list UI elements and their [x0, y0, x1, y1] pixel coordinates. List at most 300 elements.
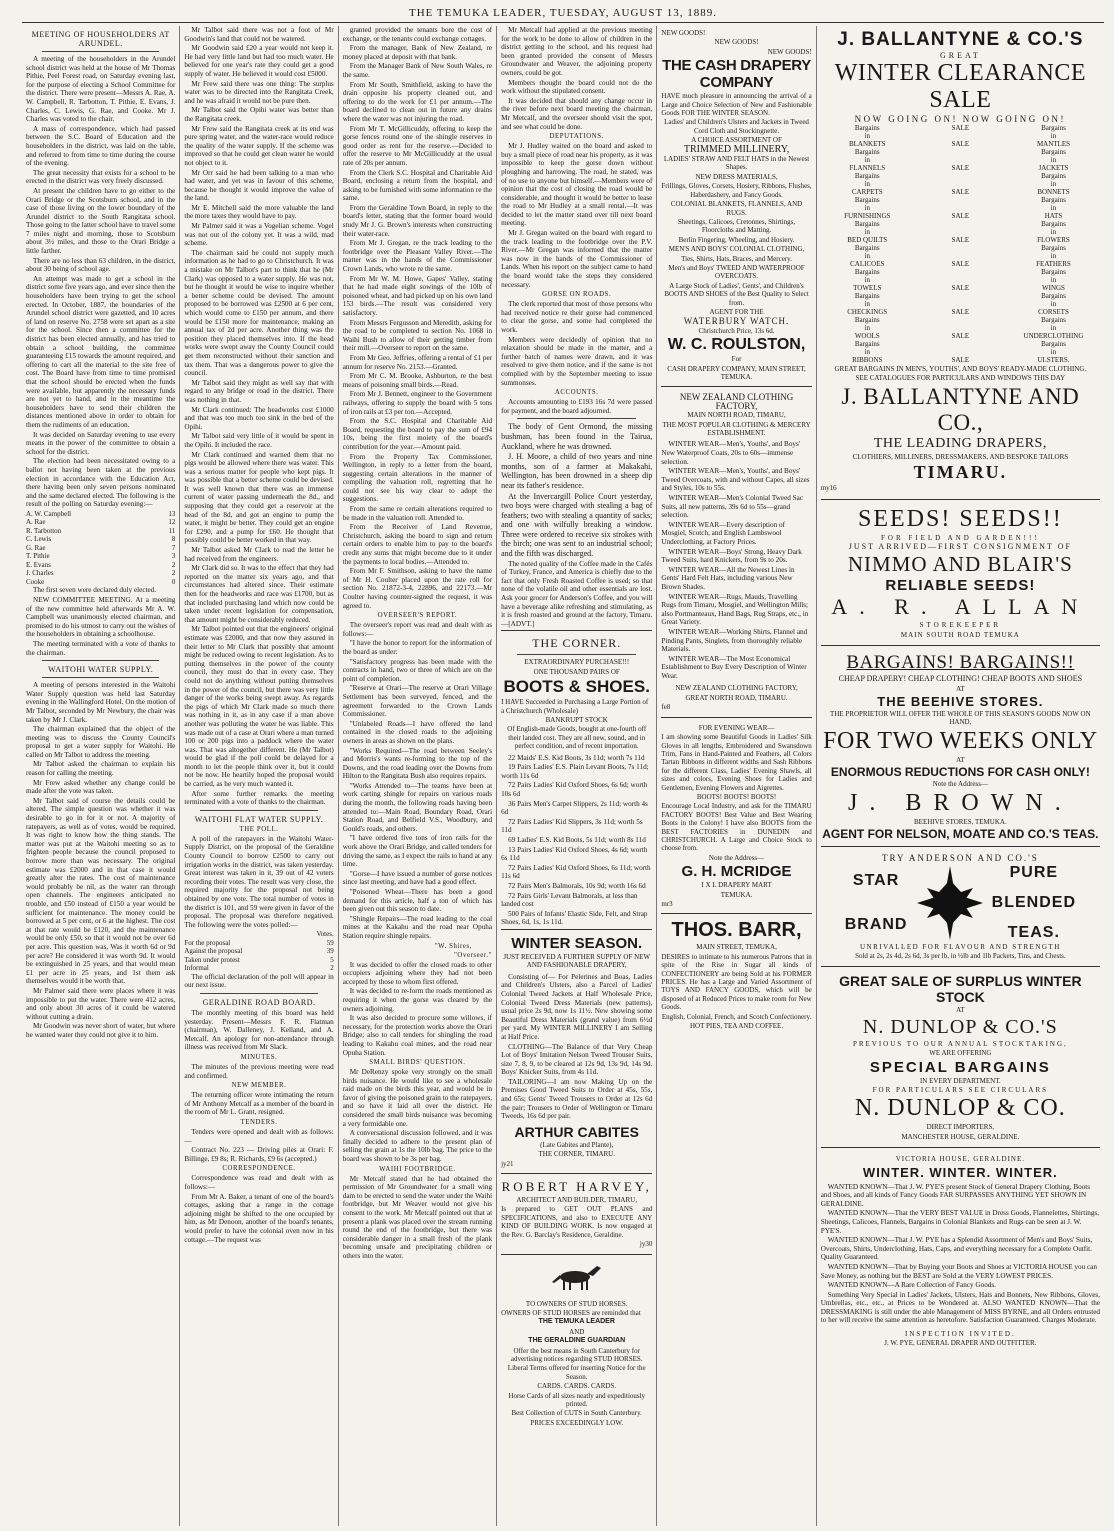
ad-code: mr3 — [661, 900, 673, 908]
list-item: 500 Pairs of Infants' Elastic Side, Felt, and Strap Shoes, 6d, 1s, 1s 11d. — [501, 909, 648, 927]
paragraph: "I have ordered five tons of iron rails for the work above the Orari Bridge, and called tenders for driving the same, as I expect the rails to hand at any time. — [342, 834, 493, 869]
paragraph: Mr Palmer said it was a Vogelian scheme. Vogel was not out of the colony yet. It was a wild, mad scheme. — [184, 222, 334, 248]
sale-item — [914, 292, 1007, 300]
tea-right — [992, 864, 1076, 942]
paragraph: Mr Talbot said there was not a foot of Mr Goodwin's land that could not be watered. — [184, 26, 334, 43]
ad-rule — [501, 929, 652, 930]
paragraph: "Works Required—The road between Seeley's and Morris's wants re-forming to the top of the Downs, and the road leading over the Downs from Hilton to the Rangitata Bush also requires repairs. — [342, 746, 493, 781]
ad-heading: J. BALLANTYNE & CO.'S — [837, 29, 1084, 50]
ad-line: LADIES' STRAW AND FELT HATS in the Newest Shapes. — [663, 155, 810, 172]
paragraph: From Mr J. Gregan, re the track leading to the footbridge over the Pleasant Valley River.—The matter was in the hands of the Commissioner Crown Lands, who wrote re the same. — [342, 239, 493, 274]
paragraph: From Mr F. Smithson, asking to have the name of Mr H. Coulter placed upon the rate roll for section No. 21872-3-4, 22896, and 22173.—Mr Coulter having counter-signed the request, it was agreed to. — [342, 567, 493, 610]
ad-line: CHEAP DRAPERY! CHEAP CLOTHING! CHEAP BOOTS AND SHOES — [838, 674, 1083, 684]
ad-heading: THE CORNER. — [532, 636, 622, 651]
column-5 — [657, 26, 816, 1526]
ad-heading: N. DUNLOP & CO. — [854, 1095, 1066, 1122]
ad-line: Men's and Boys' TWEED AND WATERPROOF OVERCOATS. — [668, 263, 805, 281]
paragraph: From Mr South, Smithfield, asking to have the drain opposite his property cleaned out, and offering to do the work for £1 per annum.—The board declined to clean out in future any drains where the water was not injuring the road. — [342, 80, 493, 123]
ad-rule — [661, 386, 811, 387]
sale-item: ULSTERS. — [1037, 356, 1070, 364]
list-item: 72 Pairs Ladies' Kid Oxford Shoes, 6s 11d; worth 11s 6d — [501, 863, 651, 881]
ad-line: UNRIVALLED FOR FLAVOUR AND STRENGTH — [859, 942, 1061, 951]
sale-item: in — [1050, 228, 1057, 236]
masthead-rule — [22, 22, 1104, 23]
paragraph: It was decided to offer the closed roads to other occupiers adjoining where they had not been accepted by those to whom first offered. — [342, 960, 493, 986]
ad-heading: THE BEEHIVE STORES. — [877, 694, 1044, 710]
sale-right-list — [1007, 124, 1100, 364]
column-3 — [339, 26, 497, 1526]
list-item: WINTER WEAR—Men's Colonial Tweed Sac Suits, all new patterns, 39s 6d to 55s—grand selection. — [661, 494, 804, 520]
separator — [42, 51, 159, 52]
beehive-advert — [821, 649, 1100, 844]
ad-line: TEMUKA. — [720, 890, 753, 899]
list-item: WINTER WEAR—Rugs, Mauds, Travelling Rugs from Timaru, Mosgiel, and Wellington Mills; also Portmanteaux, Hand Bags, Rug Straps, etc., in Great Variety. — [661, 592, 809, 627]
paragraph: NEW COMMITTEE MEETING. At a meeting of the new committee held afterwards Mr A. W. Campbell was unanimously elected chairman, and promised to do his utmost to carry out the wishes of the householders in obtaining a schoolhouse. — [26, 595, 176, 639]
sale-item: in — [1050, 180, 1057, 188]
ad-line: WE ARE OFFERING — [929, 1049, 992, 1058]
ad-heading: ROBERT HARVEY, — [501, 1179, 652, 1195]
signature-title: "Overseer." — [454, 951, 493, 959]
sale-item: in — [864, 252, 870, 260]
table-row: C. Lewis 8 — [26, 535, 176, 544]
subheading: OVERSEER'S REPORT. — [377, 612, 458, 620]
paragraph: Mr Clark continued: The headworks cost £1000 and that was too much too sink in the bed of the Opihi. — [184, 405, 334, 431]
subheading: DEPUTATIONS. — [549, 133, 604, 141]
list-item: 69 Ladies' E.S. Kid Boots, 5s 11d; worth 8s 11d — [508, 836, 646, 844]
ad-line: VICTORIA HOUSE, GERALDINE. — [895, 1155, 1026, 1164]
paragraph: Mr J. Gregan waited on the board with regard to the track leading to the footbridge over the P.V. River.—Mr Gregan was informed that the matter was now in the hands of the Commissioner of Lands. When his report on the subject came to hand the board would take the steps they considered necessary. — [501, 229, 653, 289]
ad-line: FOR PARTICULARS SEE CIRCULARS — [872, 1085, 1049, 1094]
ad-heading: NEW ZEALAND CLOTHING FACTORY, — [679, 392, 794, 411]
sale-item: Bargains — [854, 268, 880, 276]
paragraph: Members were decidedly of opinion that no relaxation should be made in the matter, and a further batch of names were drawn, and it was resolved to give them notice, and if the same is not complied with by the September meeting to issue summonses. — [501, 335, 653, 387]
paragraph: "I have the honor to report for the information of the board as under: — [342, 639, 493, 656]
sale-item: in — [864, 300, 870, 308]
sale-item: in — [864, 156, 870, 164]
ad-line: CASH DRAPERY COMPANY, MAIN STREET, TEMUKA. — [667, 364, 806, 381]
ad-line: CARDS. CARDS. CARDS. — [537, 1382, 617, 1391]
paragraph: Mr Talbot said the Opihi water was better than the Rangitata creek. — [184, 106, 334, 123]
ad-line: GREAT BARGAINS IN MEN'S, YOUTHS', AND BOYS' READY-MADE CLOTHING. — [834, 365, 1087, 373]
sale-mid-list — [914, 124, 1007, 364]
sale-item: Bargains — [1041, 196, 1066, 204]
votes-table — [184, 930, 333, 973]
ad-heading: N. DUNLOP & CO.'S — [862, 1015, 1058, 1038]
ad-line: EXTRAORDINARY PURCHASE!!! — [524, 658, 630, 667]
sale-item: Bargains — [1041, 148, 1066, 156]
column-2 — [180, 26, 338, 1526]
paragraph: "Works Attended to—The teams have been at work carting shingle for repairs on various roads during the month, the following roads having been attended to:—Main Road, Boundary Road, Orari Station Road, and Belfield V.S., Woodbury, and Gould's roads, and others. — [342, 781, 493, 833]
paragraph: Mr Metcalf stated that he had obtained the permission of Mr Groundwater for a small wing dam to be erected to send the water under the Waihi footbridge, but Mr Weaver would not give his consent to the work. Mr Metcalf pointed out that at present a plank was placed over the stream running round the end of the footbridge, but there was considerable danger in a small fresh of the plank becoming unsafe and precipitating children or others into the water. — [342, 1174, 493, 1260]
paragraph: The body of Gent Ormond, the missing bushman, has been found in the Tairua, Auckland, where he was drowned. — [501, 422, 653, 451]
nz-clothing-advert — [661, 390, 811, 440]
ad-rule — [501, 1173, 652, 1174]
ad-line: MAIN NORTH ROAD, TIMARU, — [687, 411, 786, 420]
ad-heading: WINTER CLEARANCE SALE — [834, 60, 1087, 113]
dunlop-advert — [821, 970, 1100, 1145]
ad-heading: W. C. ROULSTON, — [667, 336, 806, 354]
ad-line: Is prepared to GET OUT PLANS and SPECIFICATIONS, and also to EXECUTE ANY KIND OF BUILDING WORK. Is now engaged at the Rev. G. Barclay's Residence, Geraldine. — [501, 1205, 653, 1239]
sale-item: Bargains — [1041, 268, 1066, 276]
sale-item: Bargains — [854, 124, 880, 132]
tea-left — [845, 872, 908, 934]
ad-line: PRICES EXCEEDINGLY LOW. — [530, 1418, 624, 1427]
column-4 — [497, 26, 657, 1526]
paragraph: The official declaration of the poll will appear in our next issue. — [184, 972, 334, 990]
paragraph: Mr Talbot pointed out that the engineers' original estimate was £2000, and that now they assured in their letter to Mr Clark that possibly that amount might be reduced owing to recent legislation. As to putting themselves in the power of the county council, they must do that in every case. They could not do anything without putting themselves in the power of the council, but there was very little danger of the works being swept away. As regards the pigs of which Mr Clark made so much there was nothing in it, as in any case if a man above another was polluting the water he was liable. This was made out of a case at Orari where a man turned 100 or 200 pigs into a paddock where the water was. That was altogether different. He (Mr Talbot) would be glad if the poll could be delayed for a month to let the people think over it, but it could not be now. He heartily hoped the proposal would be carried, as he very much wanted it. — [184, 625, 334, 789]
paragraph: From the Receiver of Land Revenue, Christchurch, asking the board to sign and return certain orders to enable him to pay to the board's credit any sums that might become due to it under the payments to local bodies.—Attended to. — [342, 523, 493, 566]
sale-item — [914, 252, 1007, 260]
ad-heading: TO OWNERS OF STUD HORSES. — [525, 1299, 628, 1308]
sale-item: Bargains — [1041, 340, 1066, 348]
ballantyne-advert — [821, 26, 1100, 497]
sale-item: in — [864, 276, 870, 284]
list-item: WINTER WEAR—Men's, Youths', and Boys' Tweed Overcoats, with and without Capes, all sizes and Styles, 10s to 55s. — [661, 467, 810, 493]
sale-item: in — [864, 132, 870, 140]
separator — [42, 660, 159, 661]
cabites-advert — [501, 1122, 652, 1171]
sale-item: CARPETS — [851, 188, 883, 196]
table-row: E. Evans 2 — [26, 560, 176, 569]
paragraph: It was decided on Saturday evening to use every means in the power of the committee to obtain a school for the district. — [26, 430, 176, 456]
sale-item: RIBBONS — [852, 356, 883, 364]
ad-line: AT — [956, 1006, 965, 1015]
sale-item: CORSETS — [1038, 308, 1069, 316]
paragraph: From the same re certain alterations required to be made in the valuation roll. Attended to. — [342, 505, 493, 522]
sale-item: CALICOES — [850, 260, 885, 268]
ad-line: Christchurch Price, 13s 6d. — [698, 326, 775, 335]
paragraph: "Gorse—I have issued a number of gorse notices since last meeting, and have had a good effect. — [342, 869, 493, 887]
ad-line: TIMARU. — [913, 462, 1008, 483]
table-row: A. Rae 12 — [26, 518, 176, 527]
wanted-list — [821, 1183, 1100, 1290]
list-item: 19 Pairs Ladies' E.S. Plain Levant Boots, 7s 11d; worth 11s 6d — [501, 763, 649, 780]
table-row: T. Pithie 3 — [26, 552, 176, 561]
sale-item: CHECKINGS — [847, 308, 888, 316]
paragraph: Mr Goodwin said £20 a year would not keep it. He had very little land but had too much water. He believed for one year's rate they could get a good supply of water. He believed it would cost £5000. — [184, 44, 334, 78]
nz-clothing-signature — [661, 681, 811, 714]
paragraph: The minutes of the previous meeting were read and confirmed. — [184, 1063, 334, 1080]
pye-advert — [821, 1151, 1100, 1182]
ad-line: Offer the best means in South Canterbury for advertising notices regarding STUD HORSES. — [510, 1346, 643, 1363]
paragraph: Mr Frew asked whether any change could be made after the vote was taken. — [26, 778, 176, 796]
ad-heading: ARTHUR CABITES — [514, 1123, 639, 1140]
ad-line: Liberal Terms offered for inserting Notice for the Season. — [507, 1364, 646, 1381]
sale-item: WOOLS — [854, 332, 880, 340]
columns — [22, 26, 1104, 1526]
ad-line: Berlin Fingering, Wheeling, and Hosiery. — [678, 235, 795, 244]
paragraph: Mr Metcalf had applied at the previous meeting for the work to be done to allow of children in the district getting to the school, and his request had been granted provided the consent of Messrs Groundwater and Weaver, the adjoining property owners, could be got. — [501, 26, 653, 77]
ad-heading: NIMMO AND BLAIR'S — [847, 552, 1073, 577]
ad-line: OWNERS OF STUD HORSES are reminded that — [501, 1308, 641, 1317]
list-item: WINTER WEAR—Men's, Youths', and Boys' New Waterproof Coats, 20s to 60s—immense selection. — [661, 440, 801, 466]
ad-rule — [821, 1147, 1100, 1148]
sale-item: JACKETS — [1038, 164, 1069, 172]
ad-rule — [661, 717, 811, 718]
sale-item: in — [1050, 204, 1057, 212]
ad-line: For — [731, 355, 742, 364]
paragraph: From the Clerk S.C. Hospital and Charitable Aid Board, enclosing a return from the hospital, and asking to be furnished with some information re the same. — [342, 168, 493, 203]
ad-heading: BOOTS! BOOTS! BOOTS! — [696, 792, 777, 801]
table-row: Cooke 0 — [26, 577, 176, 586]
sale-item: SALE — [951, 332, 970, 340]
sale-item: SALE — [951, 308, 970, 316]
list-item: WANTED KNOWN—That J. W. PYE'S present Stock of General Drapery Clothing, Boots and Shoes, and all kinds of Fancy Goods FAR SURPASSES ANYTHING YET SHOWN IN GERALDINE. — [820, 1182, 1091, 1208]
table-row: R. Tarbotton 11 — [26, 526, 176, 535]
sale-item: in — [864, 204, 870, 212]
paragraph: The clerk reported that most of those persons who had received notice re their gorse had commenced to clear the gorse, and some had completed the work. — [501, 300, 653, 334]
ad-line: THE PROPRIETOR WILL OFFER THE WHOLE OF THIS SEASON'S GOODS NOW ON HAND, — [830, 710, 1091, 727]
paragraph: From Mr A. Baker, a tenant of one of the board's cottages, asking that a range in the cottage adjoining might be shifted to the one occupied by him, as Mr Denoon, another of the board's tenants, would prefer to have the colonial oven now in his cottage.—The request was — [184, 1192, 334, 1244]
paragraph: "Satisfactory progress has been made with the contracts in hand, two or three of which are on the point of completion. — [342, 657, 493, 683]
table-row: For the proposal 59 — [184, 938, 334, 947]
paragraph: There are no less than 63 children, in the district, about 30 being of school age. — [26, 256, 176, 274]
sale-item: WINGS — [1042, 284, 1065, 292]
ad-line: Encourage Local Industry, and ask for the TIMARU FACTORY BOOTS! Best Value and Best Wearing Boots in the Colony! I have also BOOTS from the BEST FACTORIES in DUNEDIN and CHRISTCHURCH. A Large and Choice Stock to choose from. — [661, 802, 812, 853]
ad-line: I am showing some Beautiful Goods in Ladies' Silk Gloves in all lengths, Embroidered and Swansdown Trim, Fans in Hand-Painted and Feathers, all Colors Tartan Ribbons in different widths and Sash Ribbons for the different Class, Ladies' Evening Shawls, all sizes and colors, Evening Shoes for Ladies and Gentlemen, Evening Flowers and Aigrettes. — [661, 733, 812, 792]
list-item: 72 Pairs Men's Balmorals, 10s 9d; worth 16s 6d — [508, 881, 646, 890]
ad-rule — [821, 846, 1100, 847]
sale-item: Bargains — [854, 244, 880, 252]
paragraph: At the Invercargill Police Court yesterday, two boys were charged with stealing a bag of feathers; two with stealing a quantity of sacks; and one with wilfully breaking a window. Three were ordered to receive six strokes with the birch; one was sent to an industrial school; and the fifth was discharged. — [501, 491, 653, 559]
ad-rule — [821, 966, 1100, 967]
cash-drapery-advert — [661, 26, 811, 384]
paragraph: From Mr T. McGillicuddy, offering to keep the gorse fences round one of the shingle reserves in good order as rent for the reserve.—Decided to offer the reserve to Mr McGillicuddy at the usual rate of 20s per annum. — [342, 124, 493, 167]
ad-line: AND — [569, 1327, 585, 1336]
sale-item: Bargains — [854, 196, 880, 204]
sale-item: in — [1050, 156, 1057, 164]
paragraph: Mr Palmer said there were places where it was impossible to put the water. There were 412 acres, and only about 30 acres of it could be watered without cutting a drain. — [26, 986, 176, 1021]
paragraph: A conversational discussion followed, and it was finally decided to adhere to the present plan of selling the grain at 1s the 10lb bag. The price to the board was shown to be 3s per bag. — [342, 1129, 493, 1164]
paragraph: Mr Talbot said they might as well say that with regard to any bridge or road in the district. There was nothing in that. — [184, 378, 334, 404]
paragraph: After some further remarks the meeting terminated with a vote of thanks to the chairman. — [184, 789, 334, 807]
ad-line: J. W. PYE, GENERAL DRAPER AND OUTFITTER. — [884, 1339, 1037, 1348]
ad-line: A CHOICE ASSORTMENT OF — [691, 136, 782, 145]
sale-item: Bargains — [854, 220, 880, 228]
list-item: 72 Pairs Ladies' Kid Slippers, 3s 11d; worth 5s 11d — [501, 817, 643, 835]
ad-rule — [501, 1254, 652, 1255]
sale-item: FURNISHINGS — [844, 212, 891, 220]
ad-heading: A. R. ALLAN — [831, 594, 1090, 620]
tea-word: BRAND — [844, 915, 908, 933]
sale-item: Bargains — [854, 340, 880, 348]
ad-line: TRIMMED MILLINERY, — [683, 143, 790, 155]
ad-line: THE CORNER, TIMARU. — [538, 1150, 615, 1159]
article-heading: MEETING OF HOUSEHOLDERS AT ARUNDEL. — [31, 30, 170, 48]
ad-line: INSPECTION INVITED. — [905, 1330, 1016, 1339]
tea-row — [821, 864, 1100, 942]
paragraph: "Shingle Repairs—The road leading to the coal mines at the Kakahu and the road near Opuha Station require shingle repairs. — [342, 914, 493, 940]
list-item: WINTER WEAR—Boys' Strong, Heavy Dark Tweed Suits, hard Knickers, from 9s to 20s. — [661, 547, 802, 565]
paragraph: From the S.C. Hospital and Charitable Aid Board, requesting the board to pay the sum of £94 10s, being the first moiety of the board's contribution for the year.—Amount paid. — [342, 417, 493, 451]
paragraph: Mr Clark did so. It was to the effect that they had reported on the matter six years ago, and that circumstances had altered since. Their estimate then for the headworks and race was £1700, but as that included purchasing land which now could be taken under recent legislation for compensation, that amount might be considerably reduced. — [184, 564, 334, 624]
ad-line: STOREKEEPER — [919, 621, 1002, 630]
ad-heading: WINTER SEASON. — [511, 934, 643, 952]
ad-line: MANCHESTER HOUSE, GERALDINE. — [901, 1132, 1020, 1141]
paragraph: Mr Frew said the Rangitata creek at its end was pure spring water, and the water-race would reduce the quality of the water supply. If the scheme was improved so that he could get clean water he would not object to it. — [184, 124, 334, 167]
paragraph: "Poisoned Wheat—There has been a good demand for this article, half a ton of which has been given out this season to date. — [342, 888, 493, 914]
list-item: 22 Maids' E.S. Kid Boots, 3s 11d; worth 7s 11d — [508, 753, 645, 762]
paragraph: Mr Talbot said very little of it would be spent in the Opihi. It included the race. — [184, 432, 334, 449]
stud-horses-advert — [501, 1258, 652, 1431]
sale-item — [914, 132, 1007, 140]
paragraph: The first seven were declared duly elected. — [33, 586, 157, 595]
ad-line: NOW GOING ON! NOW GOING ON! — [854, 114, 1067, 124]
paragraph: Mr Talbot asked the chairman to explain his reason for calling the meeting. — [26, 760, 176, 778]
ad-line: SEE CATALOGUES FOR PARTICULARS AND WINDOWS THIS DAY — [855, 374, 1066, 383]
ad-line: HOT PIES, TEA AND COFFEE. — [689, 1022, 784, 1031]
list-item: WINTER WEAR—Every description of Mosgiel, Scotch, and English Lambswool Underclothing, at Factory Prices. — [661, 520, 786, 546]
separator — [200, 810, 317, 811]
sale-item: Bargains — [1041, 124, 1066, 132]
tea-word: TEAS. — [1007, 923, 1060, 941]
paragraph: A meeting of the householders in the Arundel school district was held at the house of Mr Thomas Pithie, Peel Forest road, on Saturday evening last, for the purpose of electing a School Committee for the district. There were present—Messrs A. Rae, A. W. Campbell, R. Tarbotton, T. Pithie, E. Evans, J. Charles, C. Lewis, G. Rae, and Cooke. Mr J. Charles was voted to the chair. — [26, 55, 176, 124]
paragraph: The chairman explained that the object of the meeting was to discuss the County Council's proposal to get a water supply for Waitohi. He called on Mr Talbot to address the meeting. — [26, 725, 176, 759]
sale-item: SALE — [951, 236, 970, 244]
paragraph: It was also decided to procure some willows, if necessary, for the protection works above the Orari Bridge; also to call tenders for shingling the road leading to Kakahu coal mines, and the road near Opuha Station. — [342, 1014, 493, 1057]
list-item: WANTED KNOWN—That by Buying your Boots and Shoes at VICTORIA HOUSE you can Save Money, as nothing but the BEST are Sold at the VERY LOWEST PRICES. — [820, 1262, 1097, 1280]
paragraph: The overseer's report was read and dealt with as follows:— — [342, 621, 493, 638]
ad-heading: GREAT SALE OF SURPLUS WINTER STOCK — [839, 973, 1082, 1006]
paragraph: Consisting of— For Pelerines and Boas, Ladies and Children's Ulsters, also a Parcel of Ladies' Colonial Tweed Jackets at Half Wholesale Price, Colonial Tweed Dress Materials (new patterns), usual price 2s 9d, now 1s 11½. New showing some Beautiful Dress Materials (grand value) from 6½d per yard. My WINTER MILLINERY I am Selling at Half Price. — [501, 972, 653, 1041]
ad-heading: AGENT FOR NELSON, MOATE AND CO.'S TEAS. — [822, 827, 1099, 842]
sale-item: in — [1050, 252, 1057, 260]
sale-item: in — [864, 180, 870, 188]
sale-item: BED QUILTS — [847, 236, 888, 244]
signature: "W. Shires, — [434, 942, 473, 950]
ad-code: fe8 — [661, 703, 671, 712]
table-row: G. Rae 7 — [26, 543, 176, 552]
paragraph: The returning officer wrote intimating the return of Mr Anthony Metcalf as a member of the board in the room of Mr L. Grant, resigned. — [184, 1091, 334, 1117]
sale-item — [914, 180, 1007, 188]
sale-item — [914, 228, 1007, 236]
ad-line: HAVE much pleasure in announcing the arrival of a Large and Choice Selection of New and Fashionable Goods FOR THE WINTER SEASON. — [661, 92, 812, 118]
ad-line: Note the Address— — [708, 853, 765, 862]
paragraph: "Unlabeled Roads—I have offered the land contained in the closed roads to the adjoining owners in areas as shown on the plans. — [342, 719, 493, 745]
ad-heading: THE CASH DRAPERY COMPANY — [662, 57, 811, 92]
sale-item — [914, 300, 1007, 308]
ad-code: jy21 — [501, 1159, 514, 1168]
sale-item: Bargains — [854, 316, 880, 324]
sale-item — [914, 156, 1007, 164]
sale-item: in — [1050, 300, 1057, 308]
ad-heading: SPECIAL BARGAINS — [869, 1058, 1051, 1076]
ad-line: ONE THOUSAND PAIRS OF — [533, 667, 620, 676]
ad-heading: J. BROWN. — [848, 789, 1073, 816]
ad-line: Sold at 2s, 2s 4d, 2s 6d, 3s per lb, in ½lb and 1lb Packets, Tins, and Chests. — [855, 951, 1066, 960]
ad-line: FOR FIELD AND GARDEN!!! — [881, 533, 1040, 542]
sale-item: SALE — [951, 356, 970, 364]
subheading: CORRESPONDENCE. — [222, 1165, 296, 1173]
sale-item: MANTLES — [1036, 140, 1070, 148]
ad-heading: THOS. BARR, — [671, 919, 802, 942]
table-row: Taken under protest 5 — [184, 955, 334, 964]
paragraph: The great necessity that exists for a school to be erected in the district was very freely discussed. — [26, 168, 176, 186]
ad-line: CLOTHIERS, MILLINERS, DRESSMAKERS, AND BESPOKE TAILORS — [852, 452, 1069, 461]
ad-heading: RELIABLE SEEDS! — [885, 577, 1036, 595]
table-row: A. W. Campbell 13 — [26, 509, 176, 518]
ad-line: AT — [956, 755, 965, 764]
sale-item: FLANNELS — [849, 164, 886, 172]
ad-line: NEW GOODS! — [661, 29, 706, 37]
sale-item: FLOWERS — [1037, 236, 1070, 244]
ad-line: THE LEADING DRAPERS, — [873, 435, 1047, 451]
list-item: 72 Pairs Girls' Levant Balmorals, at less than landed cost — [501, 891, 638, 909]
sale-item — [914, 244, 1007, 252]
ad-line: MAIN STREET, TEMUKA, — [696, 943, 777, 952]
ad-line: I HAVE Succeeded in Purchasing a Large Portion of a Christchurch (Wholesale) — [501, 698, 649, 715]
list-item: WANTED KNOWN—A Rare Collection of Fancy Goods. — [827, 1281, 996, 1290]
ad-heading: BOOTS & SHOES. — [503, 677, 650, 697]
paragraph: granted provided the tenants bore the cost of exchange, or the tenants could exchange cottages. — [342, 26, 493, 43]
ad-heading: J. BALLANTYNE AND CO., — [841, 383, 1080, 435]
sale-item — [914, 148, 1007, 156]
list-item: WINTER WEAR—The Most Economical Establishment to Buy Every Description of Winter Wear. — [661, 654, 807, 680]
paragraph: CLOTHING—The Balance of that Very Cheap Lot of Boys' Imitation Nelson Tweed Trouser Suits, size 7, 8, 9, to be cleared at 12s 9d, 13s 9d, 14s 9d. Boys' Knicker Suits, from 4s 11d. — [501, 1042, 653, 1077]
paragraph: Members thought the board could not do the work without the stipulated consent. — [501, 78, 653, 96]
paragraph: From Messrs Fergusson and Meredith, asking for the road to be completed to section No. 1068 in Waihi Bush to allow of their getting timber from their mill.—Overseer to report on the same. — [342, 318, 493, 353]
winter-season-advert — [501, 933, 652, 973]
ad-line: Ties, Shirts, Hats, Braces, and Mercery. — [681, 254, 792, 263]
sale-left-list — [821, 124, 914, 364]
sale-item: SALE — [951, 188, 970, 196]
paragraph: A poll of the ratepayers in the Waitohi Water-Supply District, on the proposal of the Geraldine County Council to borrow £2500 to carry out irrigation works in the district, was taken yesterday. Great interest was taken in it, 39 out of 42 voters recording their votes. The result was very close, the required majority for the proposal not being obtained by one vote. The total number of votes in the district is 101, and 59 were given in favor of the proposal. The proposal was therefore negatived. The following were the votes polled:— — [184, 834, 334, 929]
paragraph: The noted quality of the Coffee made in the Cafés of Turkey, France, and America is chiefly due to the fact that only Fresh Roasted Coffee is used; so that none of the volatile oil and other essentials are lost. Ask your grocer for Anderson's Coffee, and you will have a beverage alike refreshing and stimulating, as it is fresh roasted and ground at the factory, Timaru.—[ADVT.] — [501, 559, 653, 628]
article-heading: GERALDINE ROAD BOARD. — [202, 998, 316, 1008]
anderson-tea-advert — [821, 850, 1100, 964]
ad-line: Frillings, Gloves, Corsets, Hosiery, Ribbons, Flushes, Haberdashery, and Fancy Goods. — [661, 182, 812, 199]
sale-item — [914, 268, 1007, 276]
sale-item: SALE — [951, 212, 970, 220]
paragraph: The monthly meeting of this board was held yesterday. Present—Messrs F. R. Flatman (chairman), W. Dalleney, J. Kelland, and A. Metcalf. An apology for non-attendance through illness was received from Mr Slack. — [184, 1009, 334, 1052]
sale-item: in — [1050, 132, 1057, 140]
paragraph: At present the children have to go either to the Orari Bridge or the Scotsburn school, and in the case of those living on the lower boundary of the Arundel district to the South Rangitata school. Those going to the latter school have to travel some 7 miles night and morning, those to Scotsburn about 3½ miles, and those to the Orari Bridge a little farther. — [26, 186, 176, 256]
ad-line: English, Colonial, French, and Scotch Confectionery. — [661, 1012, 812, 1021]
masthead: THE TEMUKA LEADER, TUESDAY, AUGUST 13, 1889. — [408, 7, 718, 19]
subheading: GORSE ON ROADS. — [542, 291, 612, 299]
ad-heading: G. H. MCRIDGE — [681, 863, 792, 881]
paragraph: TAILORING—I am now Making Up on the Premises Good Tweed Suits to Order at 45s, 55s, and 65s; Gents' Tweed Trousers to Order at 12s 6d the pair; Trousers to Order of Wellington or Timaru Tweeds, 16s 6d per pair. — [501, 1077, 653, 1121]
ad-rule — [661, 913, 811, 914]
ad-code: my16 — [820, 484, 837, 493]
list-item: WANTED KNOWN—That the VERY BEST VALUE in Dress Goods, Flannelettes, Shirtings, Sheetings, Calicoes, Flannels, Bargains in Colonial Blankets and Rugs can be seen at J. W. PYE'S. — [820, 1209, 1100, 1235]
sale-item: in — [1050, 324, 1057, 332]
ad-line: GREAT NORTH ROAD, TIMARU. — [685, 693, 788, 702]
list-item: WANTED KNOWN—That J. W. PYE has a Splendid Assortment of Men's and Boys' Suits, Overcoats, Shirts, Underclothing, Hats, Caps, and everything necessary for a Complete Outfit. Quality Guaranteed. — [820, 1236, 1093, 1262]
paragraph: The meeting terminated with a vote of thanks to the chairman. — [26, 639, 176, 657]
sale-item — [914, 196, 1007, 204]
paragraph: From Mr W. M. Howe, Gapes' Valley, stating that he had made eight sowings of the 10lb of poisoned wheat, and had picked up on his own land 153 birds.—The result was considered very satisfactory. — [342, 274, 493, 317]
ad-line: JUST ARRIVED—FIRST CONSIGNMENT OF — [848, 542, 1072, 552]
ad-line: A Large Stock of Ladies', Gents', and Children's BOOTS AND SHOES of the Best Quality to Select from. — [664, 281, 809, 307]
subheading: WAIHI FOOTBRIDGE. — [379, 1165, 456, 1173]
sale-item: SALE — [951, 164, 970, 172]
ad-heading: FOR TWO WEEKS ONLY — [823, 727, 1098, 754]
paragraph: The chairman said he could not supply much information as he had to go to Christchurch. It was a mistake on Mr Talbot's part to think that he (Mr Clark) was opposed to a water supply. He was not, but he thought it would be wise to inquire whether a better scheme could be devised. The amount proposed to be borrowed was £2500 at 6 per cent, which would come to £150 per annum, and there would be £150 more for maintenance, making an annual tax of 2d per acre. Another thing was the position they placed themselves into. If the head works were swept away the County Council could get them reconstructed without their sanction and tax them. That was a dangerous power to give the council. — [184, 248, 334, 378]
ad-line: Of English-made Goods, bought at one-fourth off their landed cost. They are all new, sound, and in perfect condition, and of recent importation. — [507, 725, 647, 751]
table-row: J. Charles 2 — [26, 569, 176, 578]
subheading: NEW MEMBER. — [231, 1082, 287, 1090]
ad-code: jy30 — [639, 1240, 653, 1249]
ad-line: IN EVERY DEPARTMENT. — [919, 1076, 1001, 1085]
sale-item: Bargains — [1041, 220, 1066, 228]
paragraph: "Reserve at Orari—The reserve at Orari Village Settlement has been surveyed, fenced, and the agreement forwarded to the Crown Lands Commissioner. — [342, 684, 493, 719]
column-1 — [22, 26, 180, 1526]
paragraph: Mr E. Mitchell said the more valuable the land the more taxes they would have to pay. — [184, 203, 334, 221]
ad-rule — [501, 630, 652, 631]
paragraph: It was decided to re-form the roads mentioned as requiring it when the gorse was cleared by the owners adjoining. — [342, 987, 493, 1013]
harvey-advert — [501, 1177, 652, 1251]
